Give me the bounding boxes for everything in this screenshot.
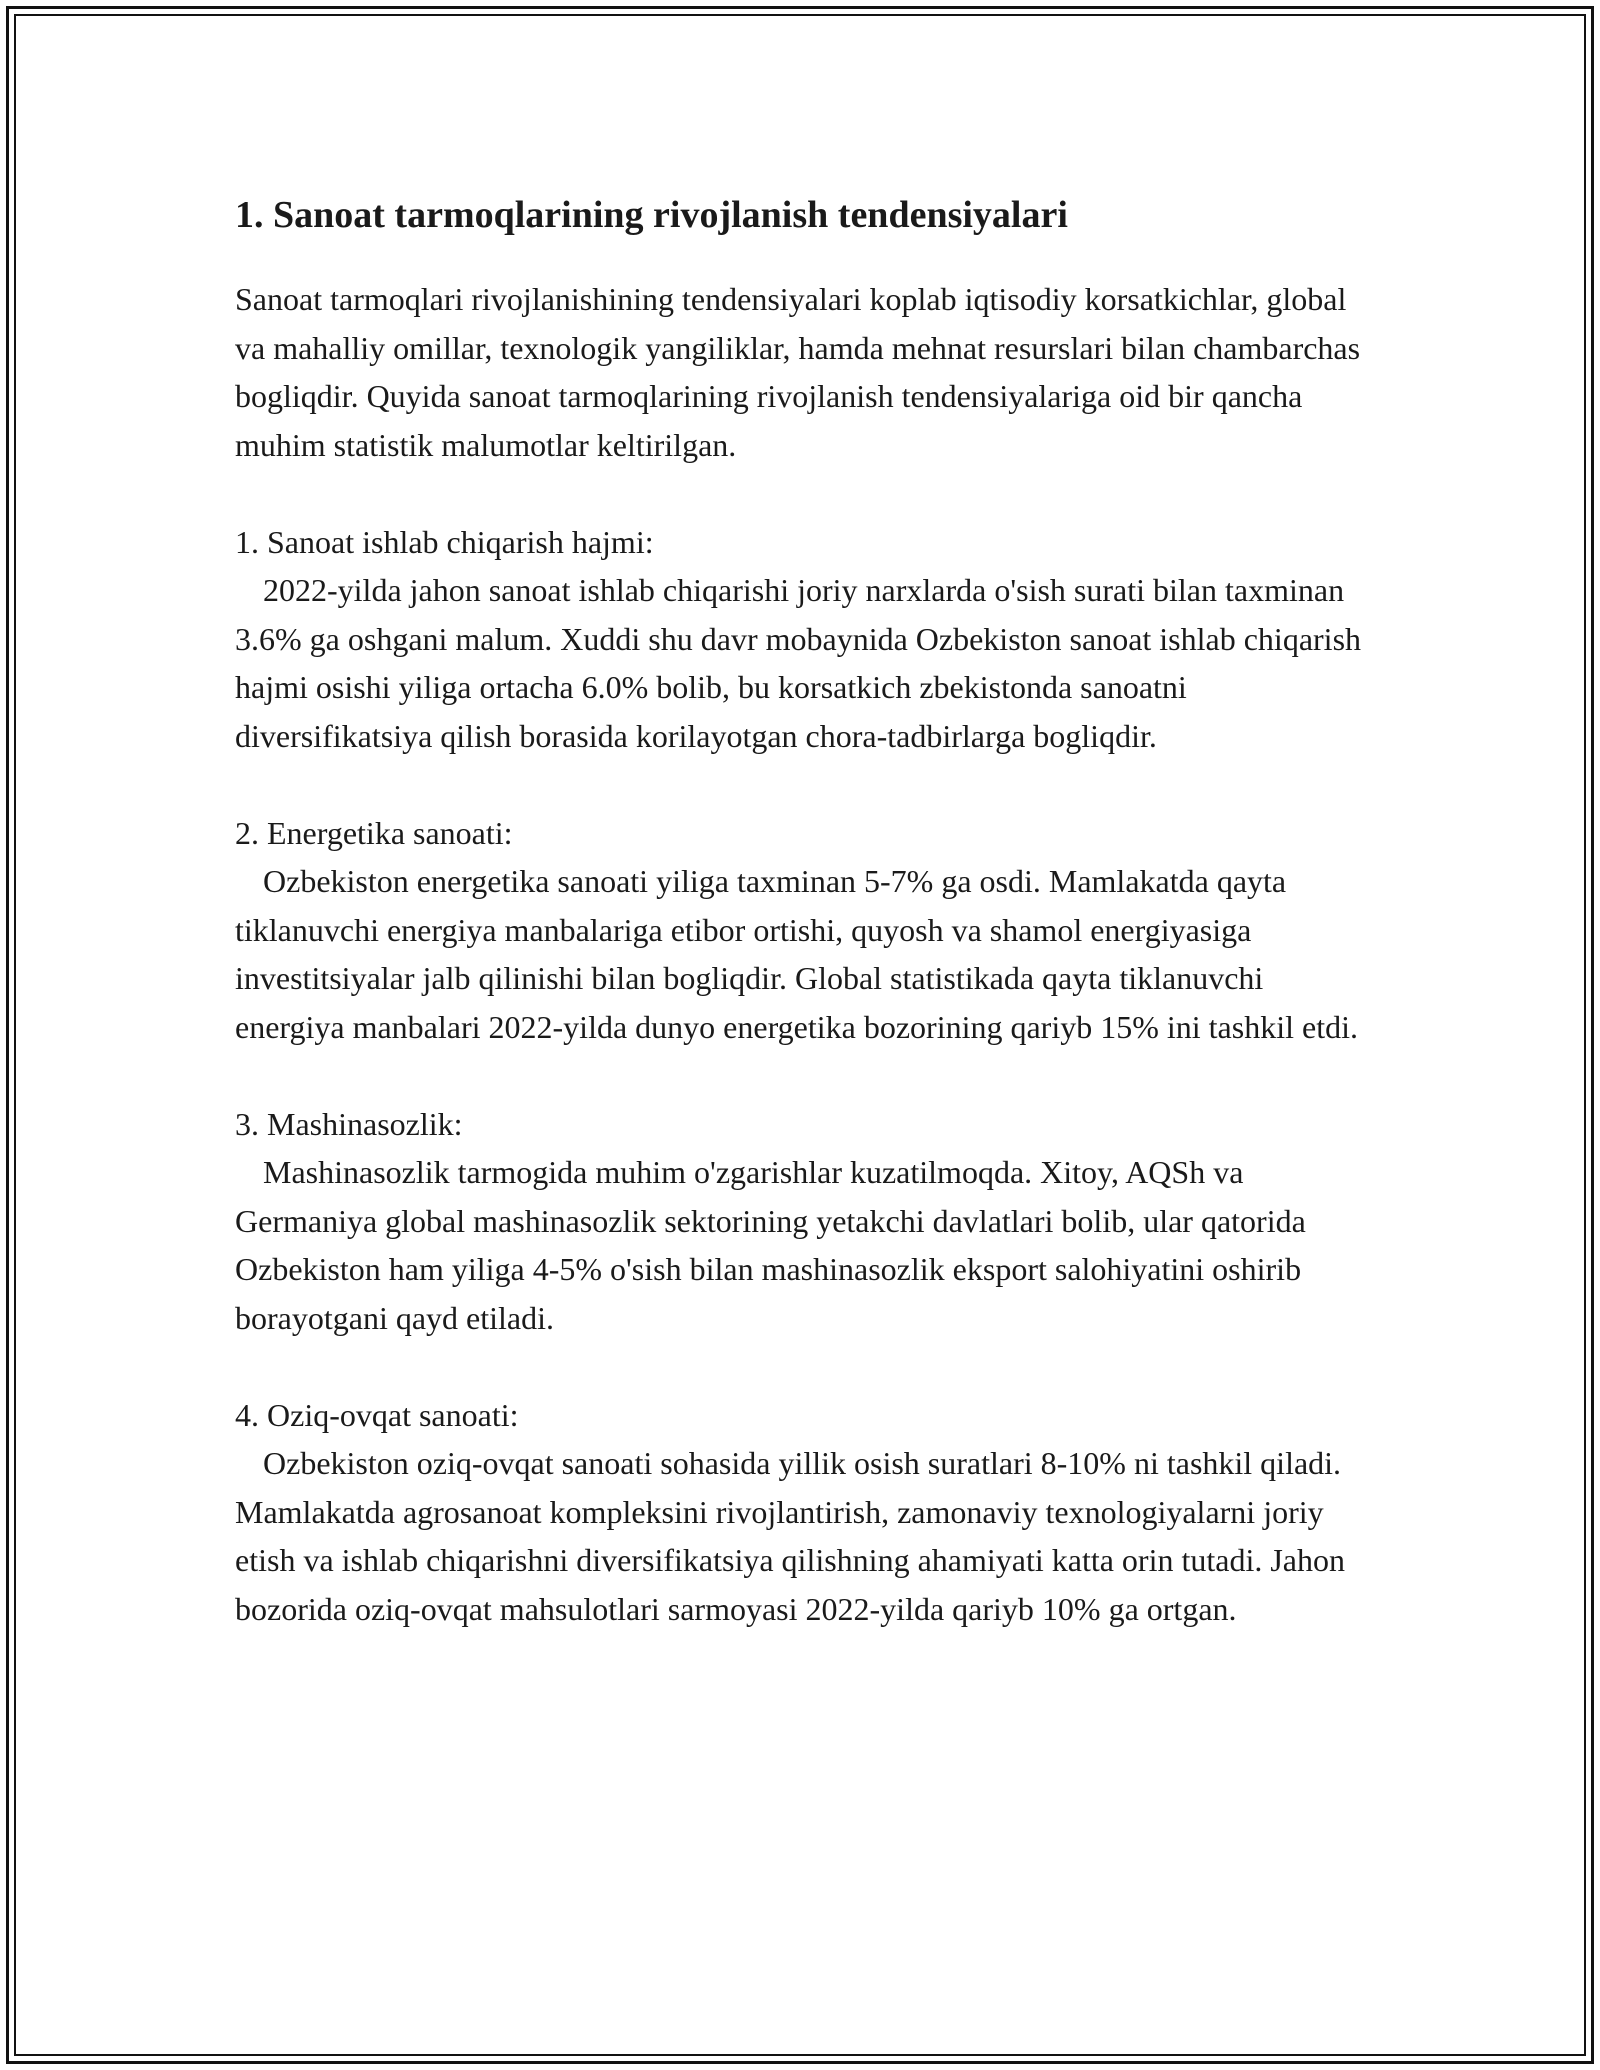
section-heading: 3. Mashinasozlik: xyxy=(235,1105,463,1142)
section-body xyxy=(235,1439,1375,1633)
section-body-text: Ozbekiston oziq-ovqat sanoati sohasida yillik osish suratlari 8-10% ni tashkil qiladi. Mamlakatda agrosanoat kompleksini rivojlantirish, zamonaviy texnologiyalarni joriy etish va ishlab chiqarishni diversifikatsiya qilishning ahamiyati katta orin tutadi. Jahon bozorida oziq-ovqat mahsulotlari sarmoyasi 2022-yilda qariyb 10% ga ortgan. xyxy=(235,1445,1345,1627)
section-industrial-output xyxy=(235,518,1375,761)
document-title: 1. Sanoat tarmoqlarining rivojlanish tendensiyalari xyxy=(235,194,1068,236)
intro-paragraph: Sanoat tarmoqlari rivojlanishining tendensiyalari koplab iqtisodiy korsatkichlar, global va mahalliy omillar, texnologik yangiliklar, hamda mehnat resurslari bilan chambarchas bogliqdir. Quyida sanoat tarmoqlarining rivojlanish tendensiyalariga oid bir qancha muhim statistik malumotlar keltirilgan. xyxy=(235,281,1361,463)
section-heading: 4. Oziq-ovqat sanoati: xyxy=(235,1396,519,1433)
document-body xyxy=(235,185,1375,1682)
section-heading: 1. Sanoat ishlab chiqarish hajmi: xyxy=(235,523,654,560)
section-body xyxy=(235,1148,1375,1342)
section-body-text: Mashinasozlik tarmogida muhim o'zgarishlar kuzatilmoqda. Xitoy, AQSh va Germaniya global mashinasozlik sektorining yetakchi davlatlari bolib, ular qatorida Ozbekiston ham yiliga 4-5% o'sish bilan mashinasozlik eksport salohiyatini oshirib borayotgani qayd etiladi. xyxy=(235,1154,1306,1336)
section-machine-building xyxy=(235,1100,1375,1343)
section-heading: 2. Energetika sanoati: xyxy=(235,814,513,851)
section-body xyxy=(235,566,1375,760)
section-body xyxy=(235,857,1375,1051)
section-body-text: Ozbekiston energetika sanoati yiliga taxminan 5-7% ga osdi. Mamlakatda qayta tiklanuvchi energiya manbalariga etibor ortishi, quyosh va shamol energiyasiga investitsiyalar jalb qilinishi bilan bogliqdir. Global statistikada qayta tiklanuvchi energiya manbalari 2022-yilda dunyo energetika bozorining qariyb 15% ini tashkil etdi. xyxy=(235,863,1358,1045)
section-body-text: 2022-yilda jahon sanoat ishlab chiqarishi joriy narxlarda o'sish surati bilan taxminan 3.6% ga oshgani malum. Xuddi shu davr mobaynida Ozbekiston sanoat ishlab chiqarish hajmi osishi yiliga ortacha 6.0% bolib, bu korsatkich zbekistonda sanoatni diversifikatsiya qilish borasida korilayotgan chora-tadbirlarga bogliqdir. xyxy=(235,572,1362,754)
section-food-industry xyxy=(235,1391,1375,1634)
section-energy-industry xyxy=(235,809,1375,1052)
